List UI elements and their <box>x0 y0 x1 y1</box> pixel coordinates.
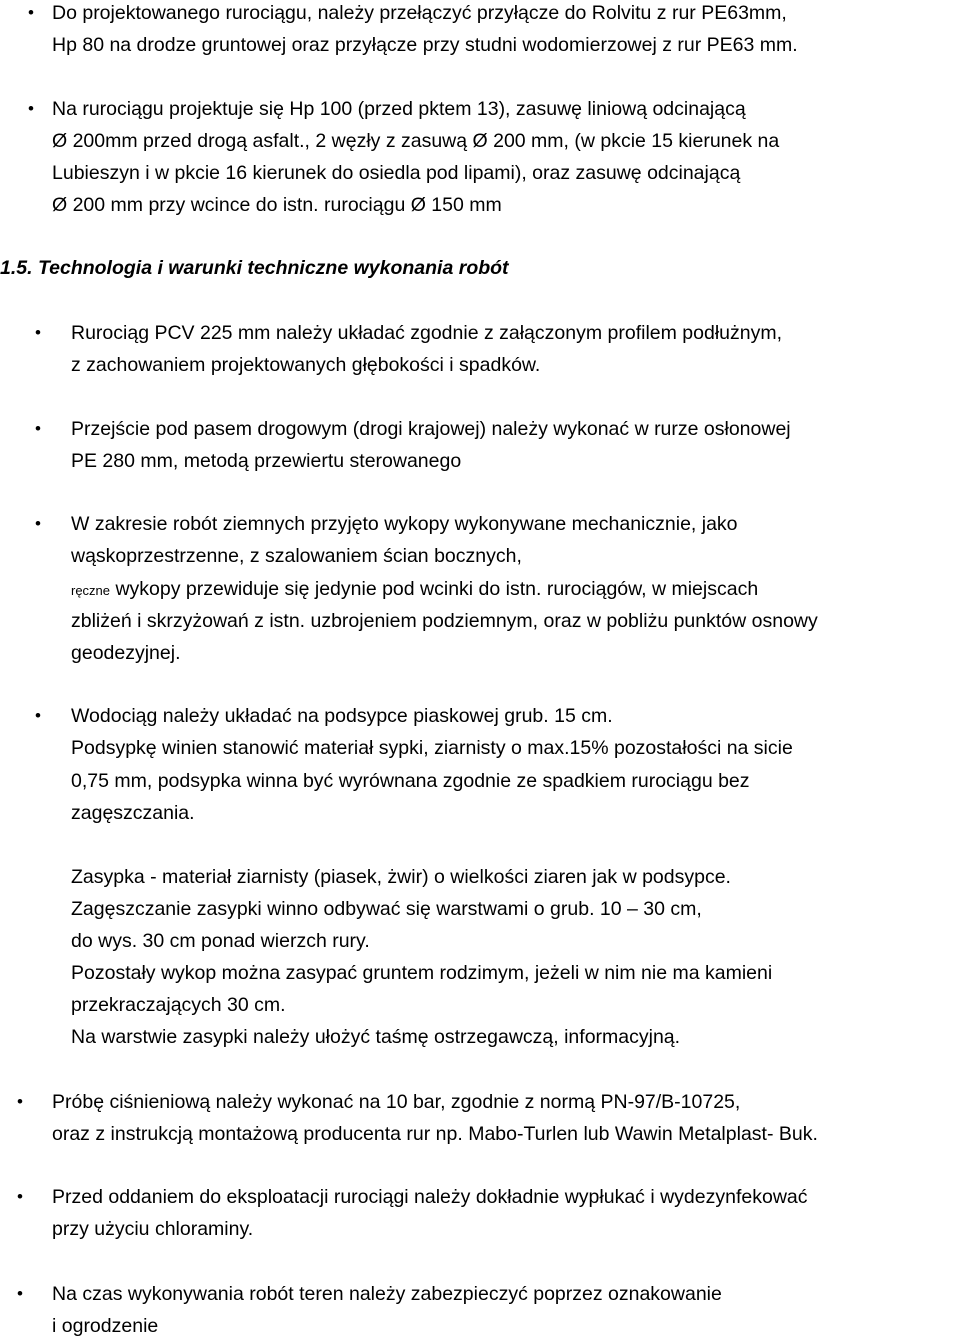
paragraph-line: z zachowaniem projektowanych głębokości i spadków. <box>71 354 541 376</box>
paragraph-line: Wodociąg należy układać na podsypce piaskowej grub. 15 cm. <box>71 705 613 727</box>
paragraph-line: Na warstwie zasypki należy ułożyć taśmę ostrzegawczą, informacyjną. <box>71 1026 681 1048</box>
paragraph-line: zbliżeń i skrzyżowań z istn. uzbrojeniem podziemnym, oraz w pobliżu punktów osnowy <box>71 610 818 632</box>
bullet-marker: • <box>35 706 41 725</box>
paragraph-line: Na czas wykonywania robót teren należy zabezpieczyć poprzez oznakowanie <box>52 1283 722 1305</box>
paragraph-line: Lubieszyn i w pkcie 16 kierunek do osiedla pod lipami), oraz zasuwę odcinającą <box>52 162 741 184</box>
paragraph-line: Pozostały wykop można zasypać gruntem rodzimym, jeżeli w nim nie ma kamieni <box>71 962 773 984</box>
paragraph-line: geodezyjnej. <box>71 642 181 664</box>
paragraph-line: Próbę ciśnieniową należy wykonać na 10 bar, zgodnie z normą PN-97/B-10725, <box>52 1091 741 1113</box>
paragraph-line: przekraczających 30 cm. <box>71 994 286 1016</box>
paragraph-line: Ø 200 mm przy wcince do istn. rurociągu Ø 150 mm <box>52 194 502 216</box>
section-heading: 1.5. Technologia i warunki techniczne wykonania robót <box>0 257 509 279</box>
paragraph-line: i ogrodzenie <box>52 1315 159 1337</box>
bullet-marker: • <box>28 3 34 22</box>
paragraph-line: Ø 200mm przed drogą asfalt., 2 węzły z zasuwą Ø 200 mm, (w pkcie 15 kierunek na <box>52 130 780 152</box>
paragraph-line: Hp 80 na drodze gruntowej oraz przyłącze przy studni wodomierzowej z rur PE63 mm. <box>52 34 798 56</box>
bullet-marker: • <box>17 1187 23 1206</box>
reczne-line-rest: wykopy przewiduje się jedynie pod wcinki do istn. rurociągów, w miejscach <box>115 578 759 600</box>
paragraph-line <box>71 580 758 600</box>
paragraph-line: Rurociąg PCV 225 mm należy układać zgodnie z załączonym profilem podłużnym, <box>71 322 782 344</box>
paragraph-line: Do projektowanego rurociągu, należy przełączyć przyłącze do Rolvitu z rur PE63mm, <box>52 2 787 24</box>
paragraph-line: W zakresie robót ziemnych przyjęto wykopy wykonywane mechanicznie, jako <box>71 513 738 535</box>
paragraph-line: Podsypkę winien stanowić materiał sypki, ziarnisty o max.15% pozostałości na sicie <box>71 737 793 759</box>
paragraph-line: Przed oddaniem do eksploatacji rurociągi należy dokładnie wypłukać i wydezynfekować <box>52 1186 808 1208</box>
reczne-small-word: ręczne <box>71 583 111 598</box>
paragraph-line: Zasypka - materiał ziarnisty (piasek, żwir) o wielkości ziaren jak w podsypce. <box>71 866 731 888</box>
bullet-marker: • <box>35 323 41 342</box>
bullet-marker: • <box>17 1092 23 1111</box>
bullet-marker: • <box>17 1284 23 1303</box>
paragraph-line: PE 280 mm, metodą przewiertu sterowanego <box>71 450 462 472</box>
paragraph-line: 0,75 mm, podsypka winna być wyrównana zgodnie ze spadkiem rurociągu bez <box>71 770 750 792</box>
paragraph-line: Przejście pod pasem drogowym (drogi krajowej) należy wykonać w rurze osłonowej <box>71 418 791 440</box>
paragraph-line: oraz z instrukcją montażową producenta rur np. Mabo-Turlen lub Wawin Metalplast- Buk. <box>52 1123 818 1145</box>
paragraph-line: do wys. 30 cm ponad wierzch rury. <box>71 930 370 952</box>
paragraph-line: przy użyciu chloraminy. <box>52 1218 254 1240</box>
bullet-marker: • <box>35 514 41 533</box>
paragraph-line: Zagęszczanie zasypki winno odbywać się warstwami o grub. 10 – 30 cm, <box>71 898 702 920</box>
paragraph-line: Na rurociągu projektuje się Hp 100 (przed pktem 13), zasuwę liniową odcinającą <box>52 98 746 120</box>
bullet-marker: • <box>28 99 34 118</box>
bullet-marker: • <box>35 419 41 438</box>
paragraph-line: zagęszczania. <box>71 802 195 824</box>
paragraph-line: wąskoprzestrzenne, z szalowaniem ścian bocznych, <box>71 545 522 567</box>
